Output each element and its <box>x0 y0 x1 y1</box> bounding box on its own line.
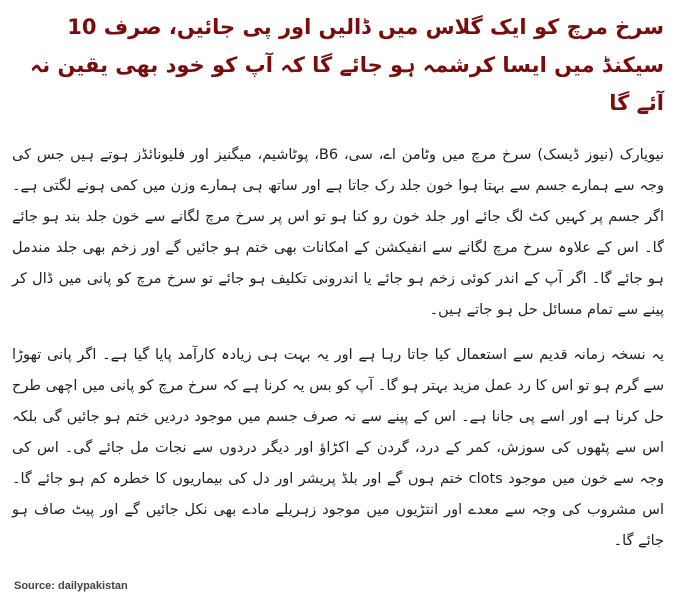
source-credit: Source: dailypakistan <box>14 580 128 592</box>
article-paragraph-2: یہ نسخہ زمانہ قدیم سے استعمال کیا جاتا رہا ہے اور یہ بہت ہی زیادہ کارآمد پایا گیا ہے۔ اگر پانی تھوڑا سے گرم ہو تو اس کا رد عمل مزید بہتر ہو گا۔ آپ کو بس یہ کرنا ہے کہ سرخ مرچ کو پانی میں اچھی طرح حل کرنا ہے اور اسے پی جانا ہے۔ اس کے پینے سے نہ صرف جسم میں موجود دردیں ختم ہو جائیں گی بلکہ اس سے پٹھوں کی سوزش، کمر کے درد، گردن کے اکڑاؤ اور دیگر دردوں سے نجات مل جائے گی۔ اس کی وجہ سے خون میں موجود clots ختم ہوں گے اور بلڈ پریشر اور دل کی بیماریوں کا خطرہ کم ہو جائے گا۔ اس مشروب کی وجہ سے معدے اور انتڑیوں میں موجود زہریلے مادے بھی نکل جائیں گے اور پیٹ صاف ہو جائے گا۔ <box>12 347 665 549</box>
article-paragraph-1: نیویارک (نیوز ڈیسک) سرخ مرچ میں وٹامن اے، سی، B6، پوٹاشیم، میگنیز اور فلیونائڈز ہوتے ہیں جس کی وجہ سے ہمارے جسم سے بہتا ہوا خون جلد رک جاتا ہے اور ساتھ ہی ہمارے وزن میں کمی ہونے لگتی ہے۔ اگر جسم پر کہیں کٹ لگ جائے اور جلد خون رو کنا ہو تو اس پر سرخ مرچ لگانے سے خون جلد بند ہو جائے گا۔ اس کے علاوہ سرخ مرچ لگانے سے انفیکشن کے امکانات بھی ختم ہو جائیں گے اور زخم بھی جلد مندمل ہو جائے گا۔ اگر آپ کے اندر کوئی زخم ہو جائے یا اندرونی تکلیف ہو جائے تو سرخ مرچ کو پانی میں ڈال کر پینے سے تمام مسائل حل ہو جاتے ہیں۔ <box>12 147 664 318</box>
article-headline: سرخ مرچ کو ایک گلاس میں ڈالیں اور پی جائیں، صرف 10 سیکنڈ میں ایسا کرشمہ ہو جائے گا کہ آپ کو خود بھی یقین نہ آئے گا <box>29 15 664 115</box>
